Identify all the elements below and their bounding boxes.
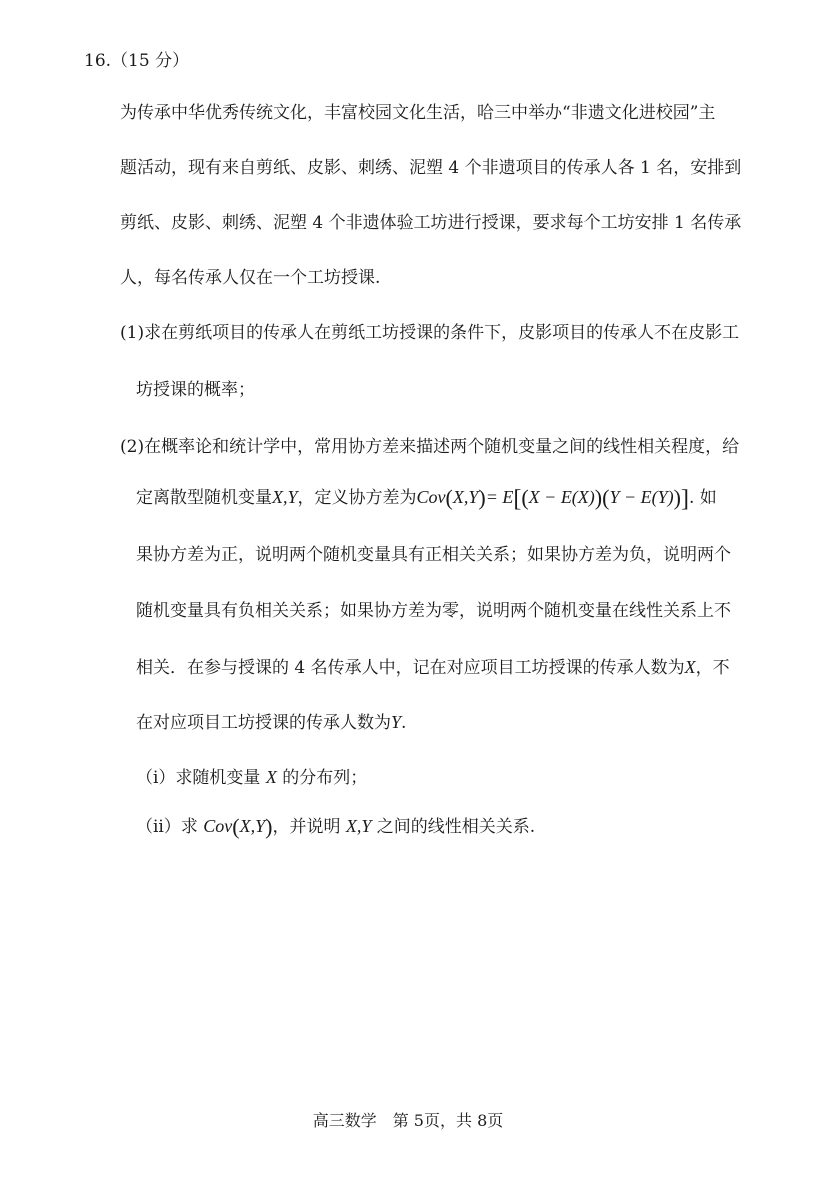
intro-line: 为传承中华优秀传统文化，丰富校园文化生活，哈三中举办“非遗文化进校园”主 (120, 103, 716, 123)
cov-arguments: X,Y (452, 487, 479, 507)
part2-line (136, 711, 406, 734)
part1-line: (1)求在剪纸项目的传承人在剪纸工坊授课的条件下，皮影项目的传承人不在皮影工 (120, 323, 740, 343)
part2-line: 随机变量具有负相关关系；如果协方差为零，说明两个随机变量在线性关系上不 (136, 601, 731, 621)
deviation-x: X − E(X) (528, 487, 595, 507)
line-text: 求 (180, 817, 198, 837)
intro-line: 人，每名传承人仅在一个工坊授课. (120, 268, 381, 288)
left-paren: ( (232, 814, 240, 839)
variable-y: Y (391, 712, 402, 732)
subquestion-label: （ii） (136, 817, 181, 837)
line-text: 相关．在参与授课的 4 名传承人中，记在对应项目工坊授课的传承人数为 (136, 658, 685, 678)
intro-line: 题活动，现有来自剪纸、皮影、刺绣、泥塑 4 个非遗项目的传承人各 1 名，安排到 (120, 158, 742, 178)
question-header (84, 50, 189, 72)
right-bracket: ] (680, 486, 689, 512)
question-number: 16. (84, 51, 112, 71)
page-footer: 高三数学 第 5页，共 8页 (312, 1111, 504, 1130)
right-paren: ) (594, 485, 603, 510)
line-text: ，不 (695, 658, 730, 678)
subquestion-label: （i） (136, 768, 176, 788)
covariance-definition-line (136, 486, 717, 510)
part2-line (136, 656, 730, 679)
random-variables: X,Y (345, 816, 372, 836)
cov-symbol: Cov (203, 816, 233, 836)
left-paren: ( (521, 485, 529, 510)
line-text: 求随机变量 (175, 768, 261, 788)
question-points: （15 分） (111, 51, 190, 71)
line-text: 的分布列； (282, 768, 368, 788)
line-text: . (401, 713, 407, 733)
definition-prefix: 定离散型随机变量 (136, 488, 272, 508)
cov-arguments: X,Y (239, 816, 266, 836)
variable-x: X (684, 657, 696, 677)
part2-line: (2)在概率论和统计学中，常用协方差来描述两个随机变量之间的线性相关程度，给 (120, 437, 740, 457)
line-text: 之间的线性相关关系. (376, 817, 536, 837)
expectation-symbol: = E (485, 487, 514, 507)
right-paren: ) (265, 814, 273, 839)
right-paren: ) (478, 485, 486, 510)
intro-line: 剪纸、皮影、刺绣、泥塑 4 个非遗体验工坊进行授课，要求每个工坊安排 1 名传承 (120, 213, 742, 233)
subquestion-i (136, 766, 367, 789)
part2-line: 果协方差为正，说明两个随机变量具有正相关关系；如果协方差为负，说明两个 (136, 545, 731, 565)
line-text: 在对应项目工坊授课的传承人数为 (136, 713, 391, 733)
right-paren: ) (673, 485, 681, 510)
left-paren: ( (445, 485, 453, 510)
subquestion-ii (136, 815, 535, 838)
left-bracket: [ (513, 486, 522, 512)
line-text: ，并说明 (272, 817, 341, 837)
part1-line: 坊授课的概率； (136, 380, 255, 400)
left-paren: ( (602, 485, 610, 510)
random-variables: X,Y (272, 487, 298, 507)
variable-x: X (265, 767, 277, 787)
deviation-y: Y − E(Y) (609, 487, 674, 507)
definition-suffix: . 如 (688, 488, 717, 508)
definition-mid: ，定义协方差为 (297, 488, 417, 508)
cov-symbol: Cov (416, 487, 446, 507)
